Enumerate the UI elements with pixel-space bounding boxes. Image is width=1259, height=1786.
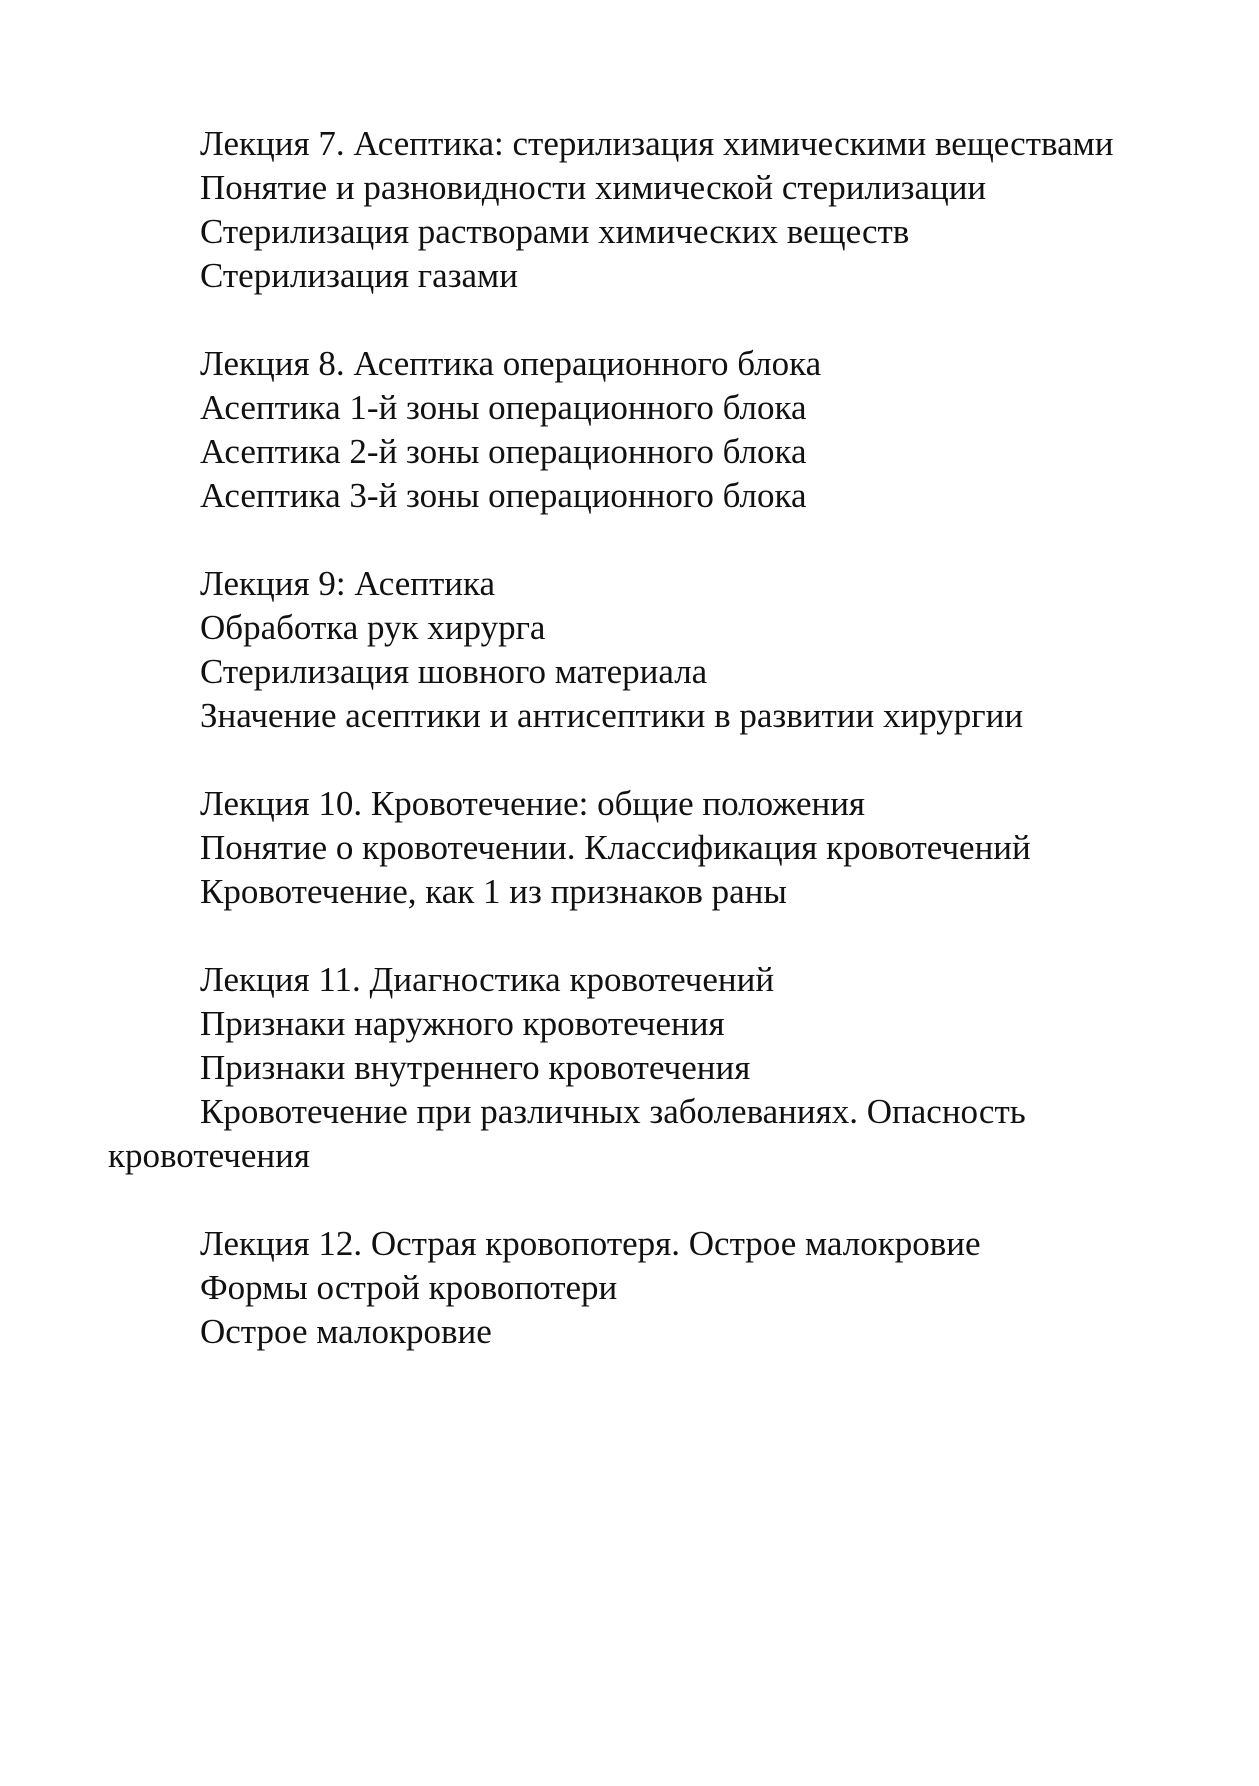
lecture-topic: Признаки внутреннего кровотечения: [200, 1048, 751, 1087]
lecture-topic: Асептика 1-й зоны операционного блока: [200, 388, 807, 427]
lecture-topic: Асептика 3-й зоны операционного блока: [200, 476, 807, 515]
lecture-list: [108, 122, 1118, 1398]
lecture-block: [108, 122, 1118, 298]
lecture-topic: Стерилизация газами: [200, 256, 518, 295]
lecture-title: Лекция 10. Кровотечение: общие положения: [200, 784, 866, 823]
lecture-topic: Кровотечение, как 1 из признаков раны: [200, 872, 787, 911]
lecture-title: Лекция 7. Асептика: стерилизация химическими веществами: [200, 124, 1114, 163]
lecture-title: Лекция 12. Острая кровопотеря. Острое малокровие: [200, 1224, 981, 1263]
lecture-block: [108, 782, 1118, 914]
lecture-block: [108, 1222, 1118, 1354]
lecture-topic: Понятие и разновидности химической стерилизации: [200, 168, 987, 207]
lecture-title: Лекция 8. Асептика операционного блока: [200, 344, 822, 383]
lecture-block: [108, 342, 1118, 518]
lecture-title: Лекция 9: Асептика: [200, 564, 495, 603]
lecture-topic: Асептика 2-й зоны операционного блока: [200, 432, 807, 471]
lecture-topic: Стерилизация шовного материала: [200, 652, 708, 691]
lecture-topic: Значение асептики и антисептики в развитии хирургии: [200, 696, 1024, 735]
lecture-topic: Острое малокровие: [200, 1312, 492, 1351]
lecture-block: [108, 562, 1118, 738]
lecture-topic: Понятие о кровотечении. Классификация кровотечений: [200, 828, 1031, 867]
lecture-topic: Стерилизация растворами химических веществ: [200, 212, 910, 251]
lecture-title: Лекция 11. Диагностика кровотечений: [200, 960, 775, 999]
lecture-topic: Обработка рук хирурга: [200, 608, 546, 647]
lecture-topic: Признаки наружного кровотечения: [200, 1004, 725, 1043]
lecture-block: [108, 958, 1118, 1178]
lecture-topic: Кровотечение при различных заболеваниях. Опасность кровотечения: [108, 1092, 1026, 1175]
lecture-topic: Формы острой кровопотери: [200, 1268, 618, 1307]
